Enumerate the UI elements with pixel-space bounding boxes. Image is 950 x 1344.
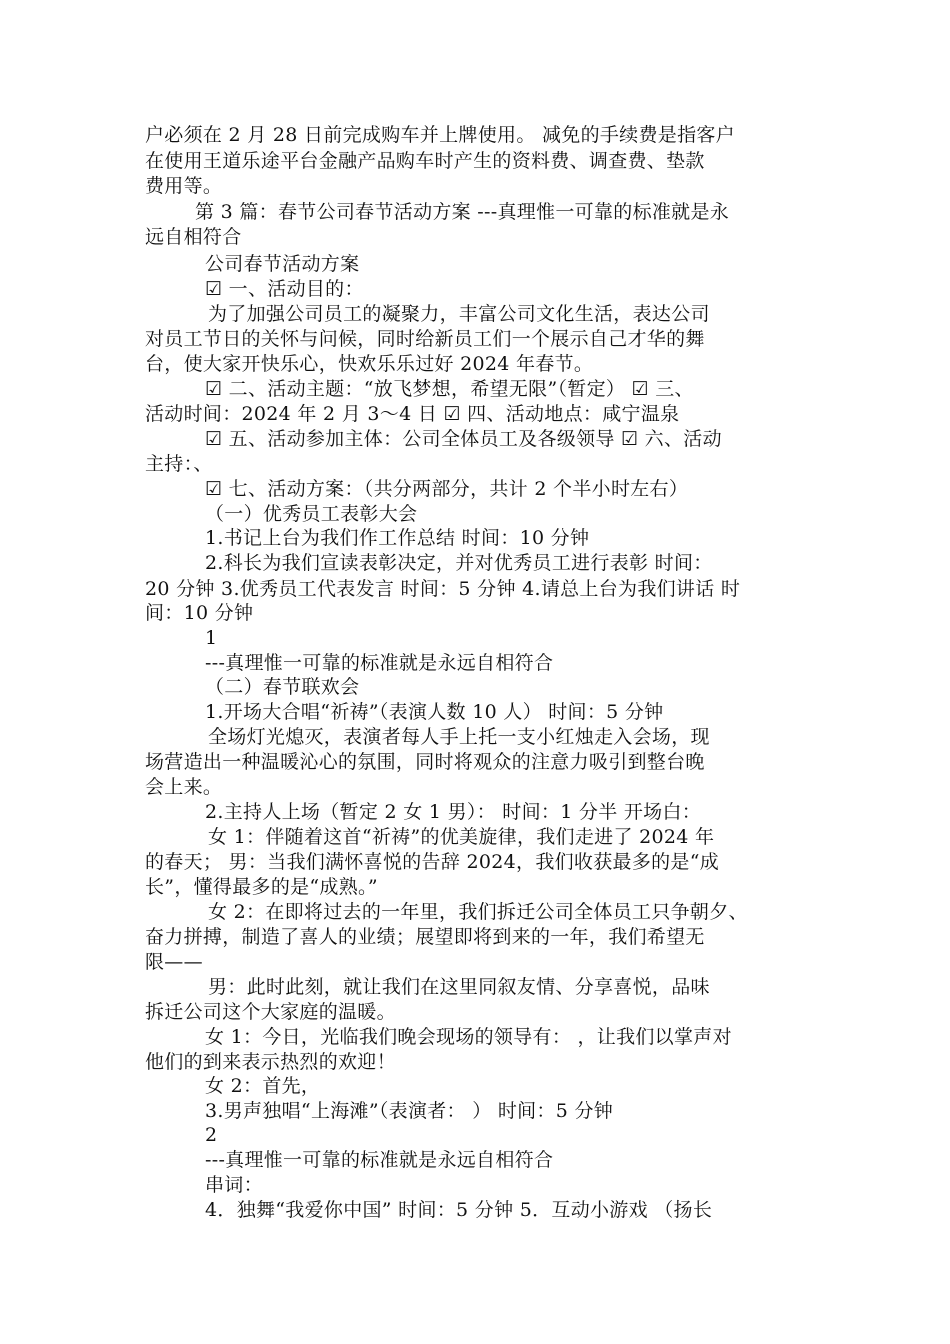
checkbox-item: ☑ 五、活动参加主体：公司全体员工及各级领导 ☑ 六、活动 (205, 428, 722, 450)
section-heading: 远自相符合 (145, 226, 242, 248)
text-line: 1.开场大合唱“祈祷”（表演人数 10 人） 时间：5 分钟 (205, 701, 664, 723)
text-line: 间：10 分钟 (145, 602, 254, 624)
subsection-heading: （一）优秀员工表彰大会 (205, 503, 418, 525)
text-line: 场营造出一种温暖沁心的氛围，同时将观众的注意力吸引到整台晚 (145, 751, 705, 773)
text-line: 拆迁公司这个大家庭的温暖。 (145, 1001, 396, 1023)
text-line: 2.主持人上场（暂定 2 女 1 男）： 时间：1 分半 开场白： (205, 801, 702, 823)
text-line: 活动时间：2024 年 2 月 3～4 日 ☑ 四、活动地点：咸宁温泉 (145, 403, 680, 425)
text-line: 费用等。 (145, 175, 223, 197)
checkbox-item: ☑ 七、活动方案：（共分两部分，共计 2 个半小时左右） (205, 478, 689, 500)
text-line: 全场灯光熄灭，表演者每人手上托一支小红烛走入会场，现 (208, 726, 710, 748)
text-line: 4．独舞“我爱你中国” 时间：5 分钟 5．互动小游戏 （扬长 (205, 1199, 713, 1221)
subsection-heading: （二）春节联欢会 (205, 676, 360, 698)
text-line: 女 1：伴随着这首“祈祷”的优美旋律，我们走进了 2024 年 (208, 826, 715, 848)
text-line: 长”，懂得最多的是“成熟。” (145, 876, 378, 898)
text-line: 会上来。 (145, 776, 223, 798)
text-line: 的春天； 男：当我们满怀喜悦的告辞 2024，我们收获最多的是“成 (145, 851, 720, 873)
text-line: 主持：、 (145, 453, 213, 475)
page-number: 2 (205, 1124, 218, 1146)
text-line: 串词： (205, 1174, 263, 1196)
document-title: 公司春节活动方案 (205, 253, 360, 275)
text-line: 对员工节日的关怀与问候，同时给新员工们一个展示自己才华的舞 (145, 328, 705, 350)
text-line: 限—— (145, 951, 203, 973)
text-line: 台，使大家开快乐心，快欢乐乐过好 2024 年春节。 (145, 353, 594, 375)
text-line: 女 2：首先， (205, 1075, 321, 1097)
text-line: 为了加强公司员工的凝聚力，丰富公司文化生活，表达公司 (208, 303, 710, 325)
page-number: 1 (205, 627, 218, 649)
text-line: 他们的到来表示热烈的欢迎！ (145, 1051, 396, 1073)
text-line: 2.科长为我们宣读表彰决定，并对优秀员工进行表彰 时间： (205, 552, 713, 574)
checkbox-item: ☑ 二、活动主题：“放飞梦想，希望无限”（暂定） ☑ 三、 (205, 378, 694, 400)
text-line: 3.男声独唱“上海滩”（表演者： ） 时间：5 分钟 (205, 1100, 614, 1122)
text-line: 1.书记上台为我们作工作总结 时间：10 分钟 (205, 527, 590, 549)
text-line: 男：此时此刻，就让我们在这里同叙友情、分享喜悦，品味 (208, 976, 710, 998)
text-line: 在使用王道乐途平台金融产品购车时产生的资料费、调查费、垫款 (145, 150, 705, 172)
text-line: 20 分钟 3.优秀员工代表发言 时间：5 分钟 4.请总上台为我们讲话 时 (145, 578, 741, 600)
text-line: 女 2：在即将过去的一年里，我们拆迁公司全体员工只争朝夕、 (208, 901, 748, 923)
checkbox-item: ☑ 一、活动目的： (205, 278, 364, 300)
section-heading: 第 3 篇：春节公司春节活动方案 ---真理惟一可靠的标准就是永 (195, 201, 730, 223)
running-header: ---真理惟一可靠的标准就是永远自相符合 (205, 652, 554, 674)
text-line: 户必须在 2 月 28 日前完成购车并上牌使用。 减免的手续费是指客户 (145, 124, 735, 146)
running-header: ---真理惟一可靠的标准就是永远自相符合 (205, 1149, 554, 1171)
text-line: 奋力拼搏，制造了喜人的业绩；展望即将到来的一年，我们希望无 (145, 926, 705, 948)
text-line: 女 1：今日，光临我们晚会现场的领导有： ，让我们以掌声对 (205, 1026, 732, 1048)
